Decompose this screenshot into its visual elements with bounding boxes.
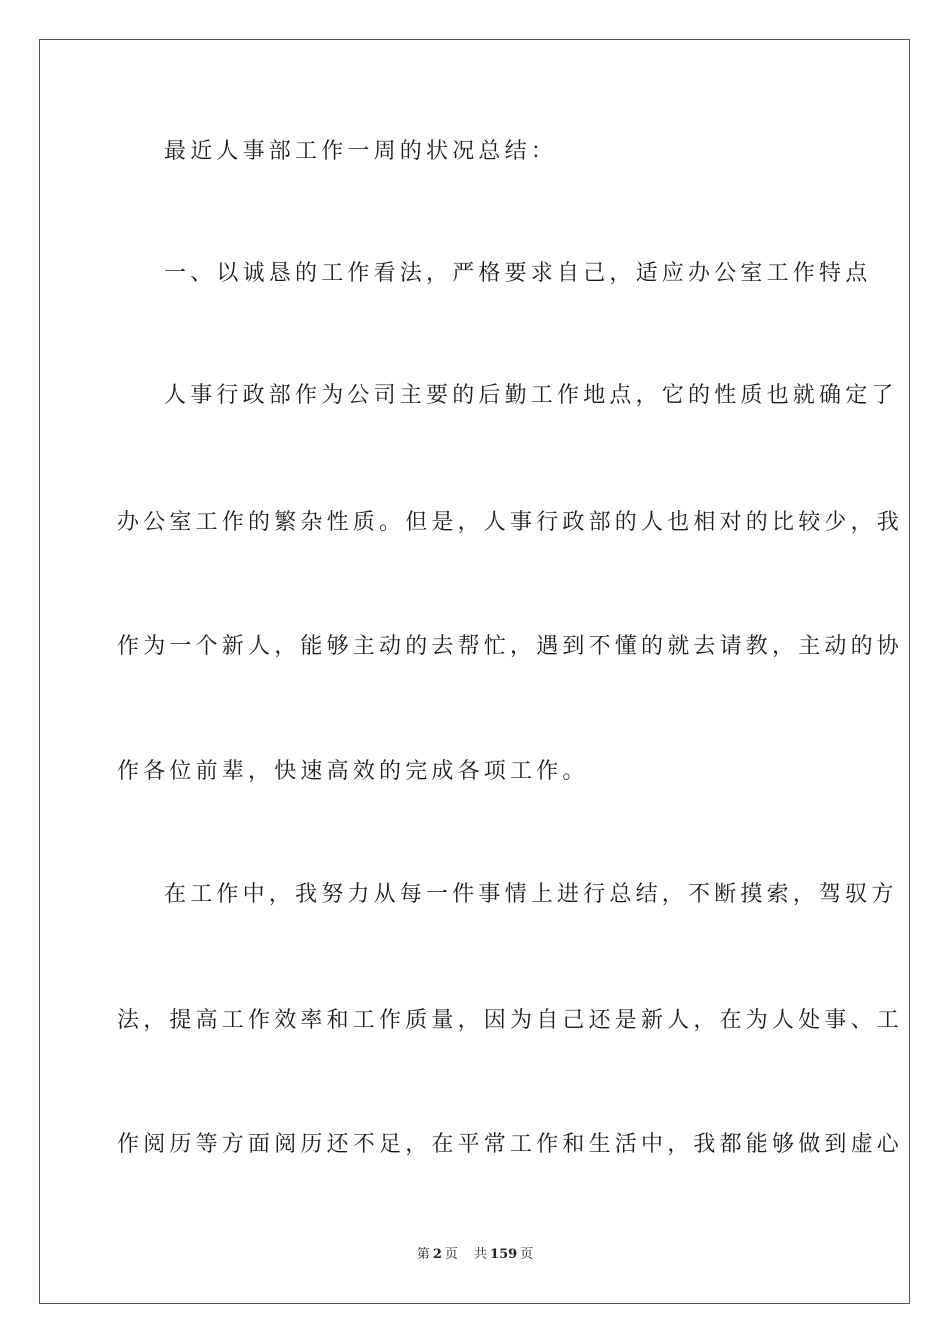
paragraph-line: 在工作中，我努力从每一件事情上进行总结，不断摸索，驾驭方 <box>164 882 898 907</box>
page-indicator <box>414 1247 461 1262</box>
page-footer <box>0 1246 950 1264</box>
total-suffix: 页 <box>520 1247 534 1262</box>
paragraph-line: 作为一个新人，能够主动的去帮忙，遇到不懂的就去请教，主动的协 <box>117 634 904 659</box>
total-prefix: 共 <box>474 1247 488 1262</box>
page-suffix: 页 <box>444 1247 458 1262</box>
page-number: 2 <box>432 1247 442 1262</box>
page-border <box>39 39 910 1304</box>
paragraph-line: 办公室工作的繁杂性质。但是，人事行政部的人也相对的比较少，我 <box>117 510 904 535</box>
total-indicator <box>471 1247 536 1262</box>
paragraph-line: 一、以诚恳的工作看法，严格要求自己，适应办公室工作特点 <box>164 261 872 286</box>
paragraph-line: 法，提高工作效率和工作质量，因为自己还是新人，在为人处事、工 <box>117 1008 904 1033</box>
paragraph-line: 作各位前辈，快速高效的完成各项工作。 <box>117 759 589 784</box>
paragraph-line: 最近人事部工作一周的状况总结： <box>164 139 558 164</box>
page-prefix: 第 <box>416 1247 430 1262</box>
total-pages: 159 <box>490 1247 518 1262</box>
paragraph-line: 作阅历等方面阅历还不足，在平常工作和生活中，我都能够做到虚心 <box>117 1132 904 1157</box>
paragraph-line: 人事行政部作为公司主要的后勤工作地点，它的性质也就确定了 <box>164 383 898 408</box>
